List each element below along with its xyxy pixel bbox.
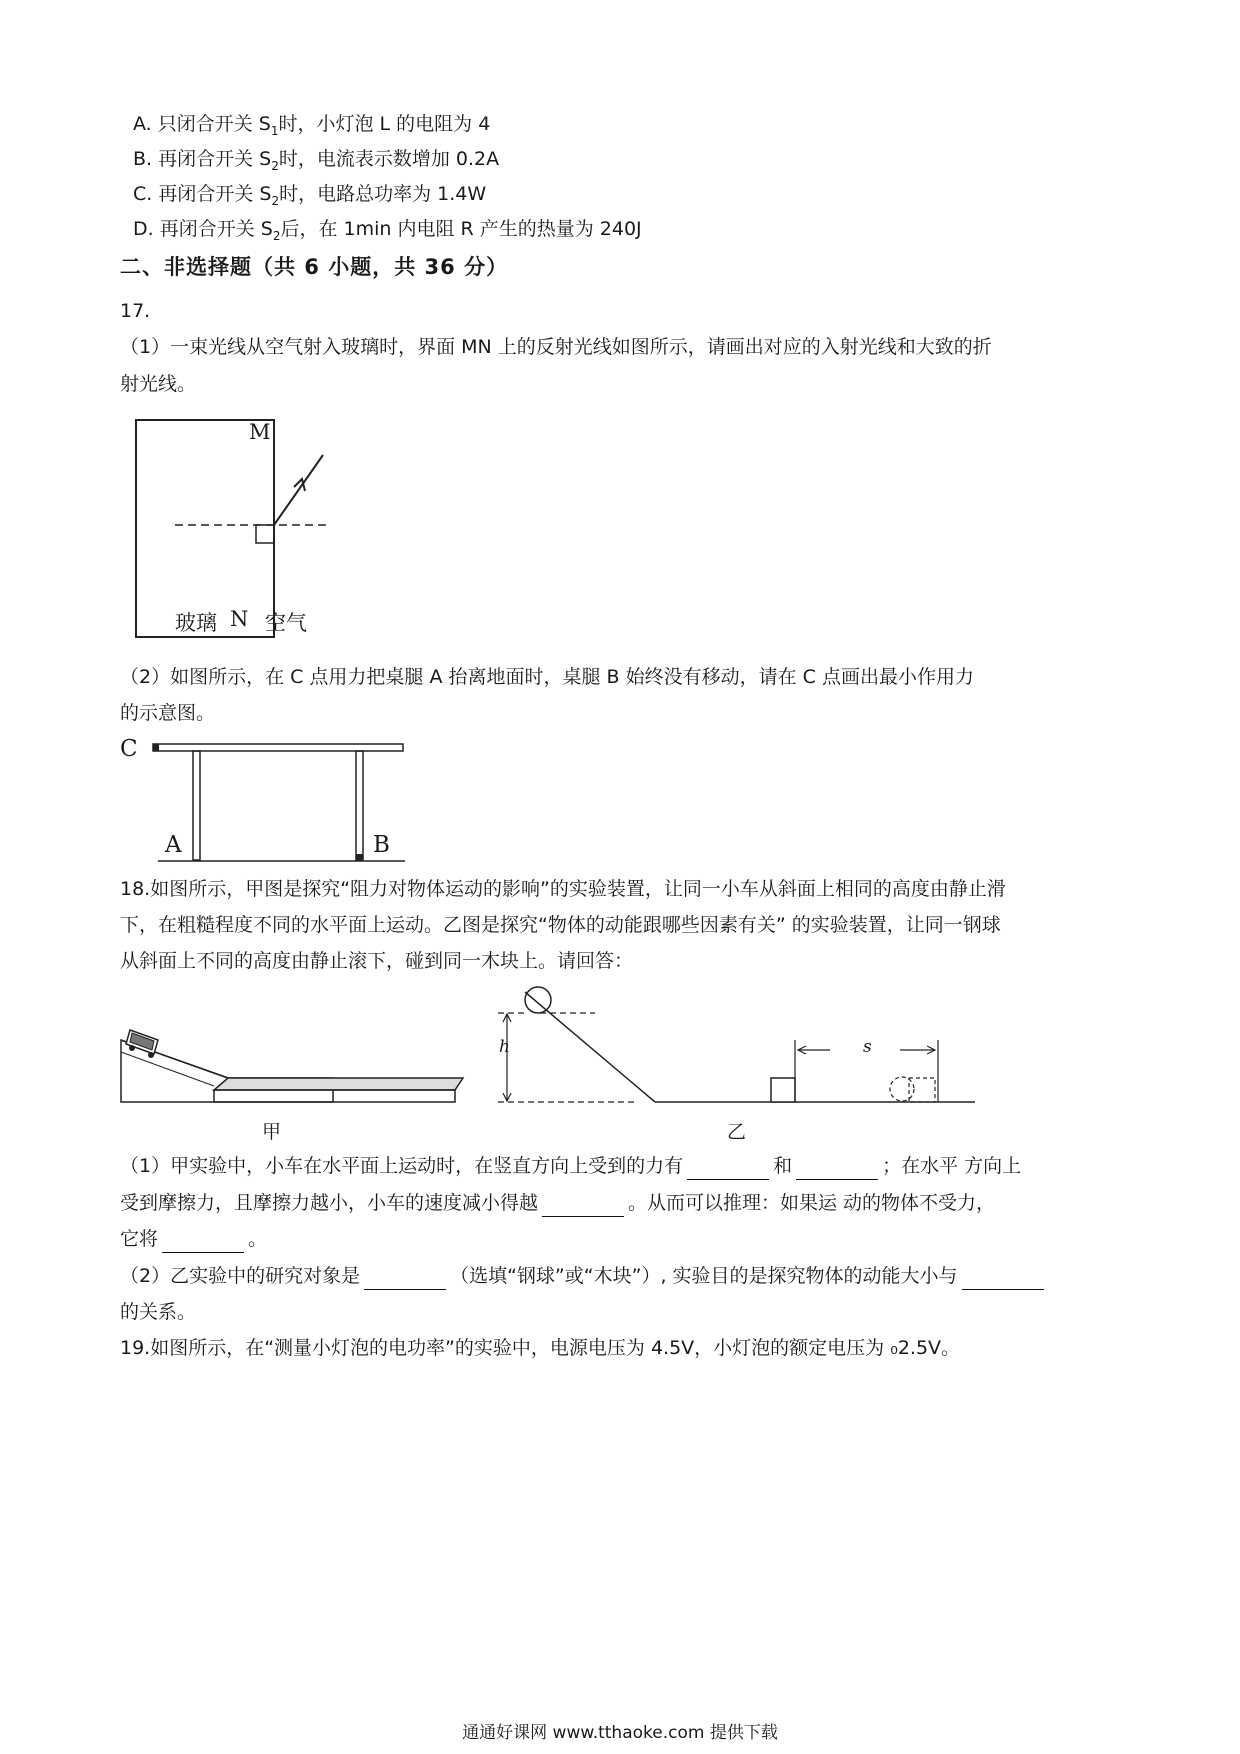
text-segment: （选填“钢球”或“木块”）, 实验目的是探究物体的动能大小与 xyxy=(450,1265,958,1287)
option-a xyxy=(133,110,490,145)
option-text: 再闭合开关 S xyxy=(158,148,272,170)
option-text: 再闭合开关 S xyxy=(159,218,273,240)
subscript: 2 xyxy=(272,228,281,243)
subscript: 2 xyxy=(271,158,279,173)
question-text: （1）一束光线从空气射入玻璃时，界面 MN 上的反射光线如图所示，请画出对应的入射光线和大致的折 xyxy=(120,336,992,358)
option-text: 再闭合开关 S xyxy=(158,183,272,205)
text-segment: 。 xyxy=(248,1228,268,1250)
label-h: h xyxy=(499,1037,510,1057)
option-letter: A. xyxy=(133,113,152,135)
option-c xyxy=(133,180,486,215)
label-m: M xyxy=(249,420,271,444)
text-segment: 它将 xyxy=(120,1228,159,1250)
label-n: N xyxy=(230,607,249,631)
text-segment: 。从而可以推理：如果运 动的物体不受力， xyxy=(628,1192,996,1214)
option-letter: D. xyxy=(133,218,154,240)
label-air: 空气 xyxy=(265,611,307,635)
question-text: 从斜面上不同的高度由静止滚下，碰到同一木块上。请回答： xyxy=(120,950,634,972)
subscript: 2 xyxy=(271,193,280,208)
label-c: C xyxy=(120,736,138,762)
text-segment: ；在水平 方向上 xyxy=(882,1155,1022,1177)
label-s: s xyxy=(863,1037,872,1057)
text-segment: （1）甲实验中，小车在水平面上运动时，在竖直方向上受到的力有 xyxy=(120,1155,684,1177)
question-text xyxy=(120,1225,267,1253)
answer-blank[interactable] xyxy=(687,1159,769,1180)
label-a: A xyxy=(165,832,182,858)
text-segment: 受到摩擦力，且摩擦力越小，小车的速度减小得越 xyxy=(120,1192,539,1214)
question-text xyxy=(120,1152,1021,1180)
question-text: 的关系。 xyxy=(120,1301,197,1323)
question-text: 18.如图所示，甲图是探究“阻力对物体运动的影响”的实验装置，让同一小车从斜面上相同的高度由静止滑 xyxy=(120,878,1006,900)
question-text: 19.如图所示，在“测量小灯泡的电功率”的实验中，电源电压为 4.5V，小灯泡的额定电压为 ₀2.5V。 xyxy=(120,1337,961,1359)
cart-incline-figure xyxy=(118,1018,478,1108)
answer-blank[interactable] xyxy=(162,1232,244,1253)
question-text xyxy=(120,1262,1048,1290)
option-text: 时，小灯泡 L 的电阻为 4 xyxy=(278,113,491,135)
option-text: 只闭合开关 S xyxy=(157,113,271,135)
figure-label-jia: 甲 xyxy=(262,1121,282,1143)
answer-blank[interactable] xyxy=(542,1196,624,1217)
text-segment: 和 xyxy=(773,1155,793,1177)
answer-blank[interactable] xyxy=(364,1269,446,1290)
section-heading: 二、非选择题（共 6 小题，共 36 分） xyxy=(120,255,509,279)
option-letter: C. xyxy=(133,183,153,205)
question-text: 射光线。 xyxy=(120,373,197,395)
cart-icon xyxy=(126,1030,158,1058)
label-glass: 玻璃 xyxy=(175,611,217,635)
option-text: 时，电流表示数增加 0.2A xyxy=(278,148,500,170)
option-letter: B. xyxy=(133,148,153,170)
ball-incline-figure xyxy=(495,980,985,1110)
table-figure xyxy=(150,735,460,870)
question-text: 下，在粗糙程度不同的水平面上运动。乙图是探究“物体的动能跟哪些因素有关” 的实验装置，让同一钢球 xyxy=(120,914,1001,936)
option-d xyxy=(133,215,642,250)
question-text: 的示意图。 xyxy=(120,702,216,724)
label-b: B xyxy=(373,832,390,858)
option-b xyxy=(133,145,499,180)
question-text: （2）如图所示，在 C 点用力把桌腿 A 抬离地面时，桌腿 B 始终没有移动，请在 C 点画出最小作用力 xyxy=(120,666,974,688)
question-text xyxy=(120,1189,995,1217)
answer-blank[interactable] xyxy=(962,1269,1044,1290)
option-text: 后，在 1min 内电阻 R 产生的热量为 240J xyxy=(280,218,642,240)
subscript: 1 xyxy=(270,123,279,138)
answer-blank[interactable] xyxy=(796,1159,878,1180)
figure-label-yi: 乙 xyxy=(727,1121,747,1143)
text-segment: （2）乙实验中的研究对象是 xyxy=(120,1265,361,1287)
question-number: 17. xyxy=(120,300,151,322)
page-footer: 通通好课网 www.tthaoke.com 提供下载 xyxy=(462,1723,778,1743)
option-text: 时，电路总功率为 1.4W xyxy=(279,183,487,205)
